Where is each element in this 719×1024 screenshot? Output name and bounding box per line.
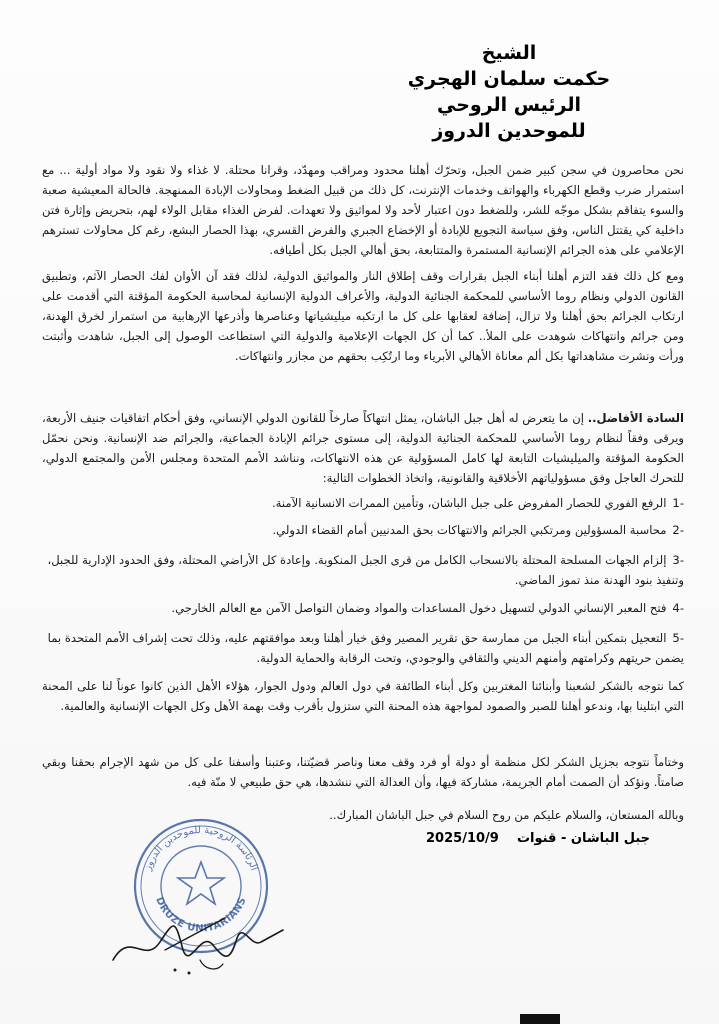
list-number: -2	[672, 523, 684, 537]
list-item	[42, 493, 684, 513]
paragraph-closing	[42, 752, 684, 792]
paragraph-appeal-text	[42, 408, 684, 488]
paragraph-text: وختاماً نتوجه بجزيل الشكر لكل منظمة أو دولة أو فرد وقف معنا وناصر قضيّتنا، وعتبنا وأسفنا على كل من شهد الإجرام بحقنا وبقي صامتاً. ونؤكد أن الصمت أمام الجريمة، مشاركة فيها، وأن العدالة التي ننشدها، هي حق طبيعي لا منّة فيه.	[42, 755, 684, 789]
list-number: -3	[672, 553, 684, 567]
paragraph-text: ومع كل ذلك فقد التزم أهلنا أبناء الجبل بقرارات وقف إطلاق النار والمواثيق الدولية، لذلك فقد آن الأوان لفك الحصار الآثم، وتطبيق القانون الدولي ونظام روما الأساسي للمحكمة الجنائية الدولية، والأعراف الدولية الإنسانية لمحاسبة الحكومة المؤقتة التي أقدمت على ارتكاب الجرائم بحق أهلنا ولا تزال، إضافة لعقابها على كل ما ارتكبه ميليشياتها وعناصرها وأذرعها الإرهابية من استمرار لخرق الهدنة، ومن جرائم وانتهاكات شوهدت على الملأ.. كما أن كل الجهات الإعلامية والدولية التي استطاعت الوصول إلى الجبل، شاهدت وأثبتت ورأت ونشرت مشاهداتها بكل ألم معاناة الأهالي الأبرياء وما ارتُكِب بحقهم من مجازر وانتهاكات.	[42, 269, 684, 363]
place-date-line	[290, 831, 650, 846]
list-number: -1	[672, 496, 684, 510]
title-line-sheikh: الشيخ	[481, 42, 537, 64]
title-line-community: للموحدين الدروز	[432, 120, 586, 142]
list-text: فتح المعبر الإنساني الدولي لتسهيل دخول المساعدات والمواد وضمان التواصل الآمن مع العالم الخارجي.	[171, 601, 667, 615]
title-line-name: حكمت سلمان الهجري	[407, 68, 611, 90]
list-text: محاسبة المسؤولين ومرتكبي الجرائم والانتهاكات بحق المدنيين أمام القضاء الدولي.	[272, 523, 667, 537]
handwritten-signature	[105, 900, 295, 980]
paragraph-text: وبالله المستعان، والسلام عليكم من روح السلام في جبل الباشان المبارك..	[329, 808, 684, 822]
paragraph-text: كما نتوجه بالشكر لشعبنا وأبنائنا المغتربين وكل أبناء الطائفة في دول العالم ودول الجوار، هؤلاء الأهل الذين كانوا عوناً لنا على المحنة التي ابتلينا بها، وندعو أهلنا للصبر والصمود لمواجهة هذه المحنة التي ستزول بأقرب وقت بهمة الأهل وكل الجهات الإنسانية والعالمية.	[42, 679, 684, 713]
paragraph-text: نحن محاصرون في سجن كبير ضمن الجبل، وتحرّك أهلنا محدود ومراقب ومهدّد، وقرانا محتلة. لا غذاء ولا نقود ولا مواد أولية ... مع استمرار ضرب وقطع الكهرباء والهواتف وخدمات الإنترنت، كل ذلك من قبيل الضغط ومحاولات الإبادة الممنهجة. فالحالة المعيشية صعبة والسوء يتفاقم بشكل موجّه للشر، وللضغط دون اعتبار لأحد ولا لمواثيق ولا تعهدات. لفرض الغذاء مقابل الولاء لهم، بتحريض وإثارة فتن داخلية كي يقتتل الناس، وفق سياسة التجويع للإبادة أو الإخضاع الجبري والفرض القسري، بهذا الحصار البشع، رغم كل محاولات تسترهم الإعلامي على هذه الجرائم الإنسانية المستمرة والمتتابعة، بحق أهالي الجبل بكل أطيافه.	[42, 163, 684, 257]
five-pointed-star-icon	[178, 862, 224, 904]
appeal-lead: السادة الأفاضل..	[587, 411, 684, 425]
list-number: -4	[672, 601, 684, 615]
place-name: جبل الباشان -	[560, 831, 650, 846]
list-text: الرفع الفوري للحصار المفروض على جبل الباشان، وتأمين الممرات الانسانية الآمنة.	[271, 496, 667, 510]
list-text: التعجيل بتمكين أبناء الجبل من ممارسة حق تقرير المصير وفق خيار أهلنا وبعد موافقتهم عليه، وذلك تحت إشراف الأمم المتحدة بما يضمن حريتهم وكرامتهم وأمنهم الديني والثقافي والوجودي، وتحت الرقابة والحماية الدولية.	[47, 631, 684, 665]
place-channel: قنوات	[516, 831, 557, 846]
title-line-role: الرئيس الروحي	[436, 94, 582, 116]
list-text: إلزام الجهات المسلحة المحتلة بالانسحاب الكامل من قرى الجبل المنكوبة. وإعادة كل الأراضي المحتلة، وفق الحدود الإدارية للجبل، وتنفيذ بنود الهدنة منذ تموز الماضي.	[47, 553, 684, 587]
svg-text:DRUZE UNITARIANS: DRUZE UNITARIANS	[153, 895, 249, 935]
date: 2025/10/9	[426, 831, 499, 846]
svg-text:الرئاسة الروحية للموحدين الدرو: الرئاسة الروحية للموحدين الدروز	[142, 824, 260, 873]
list-item	[42, 550, 684, 590]
paragraph-thanks	[42, 676, 684, 716]
paragraph-international-law	[42, 266, 684, 366]
appeal-body: إن ما يتعرض له أهل جبل الباشان، يمثل انتهاكاً صارخاً للقانون الدولي الإنساني، وفق أحكام اتفاقيات جنيف الأربعة، ويرقى وفقاً لنظام روما الأساسي للمحكمة الجنائية الدولية، إلى مستوى جرائم الإبادة الجماعية، والجرائم ضد الإنسانية. ونحن نحمّل الحكومة المؤقتة والميليشيات التابعة لها كامل المسؤولية عن هذه الانتهاكات، ونناشد الأمم المتحدة ومجلس الأمن والمجتمع الدولي، للتحرك العاجل وفق مسؤولياتهم الأخلاقية والقانونية، واتخاذ الخطوات التالية:	[42, 411, 684, 485]
paragraph-appeal	[42, 408, 684, 488]
list-item	[42, 520, 684, 540]
scan-edge-mark	[520, 1014, 560, 1024]
list-item	[42, 628, 684, 668]
list-number: -5	[672, 631, 684, 645]
letterhead	[380, 40, 638, 144]
list-item	[42, 598, 684, 618]
paragraph-siege	[42, 160, 684, 260]
